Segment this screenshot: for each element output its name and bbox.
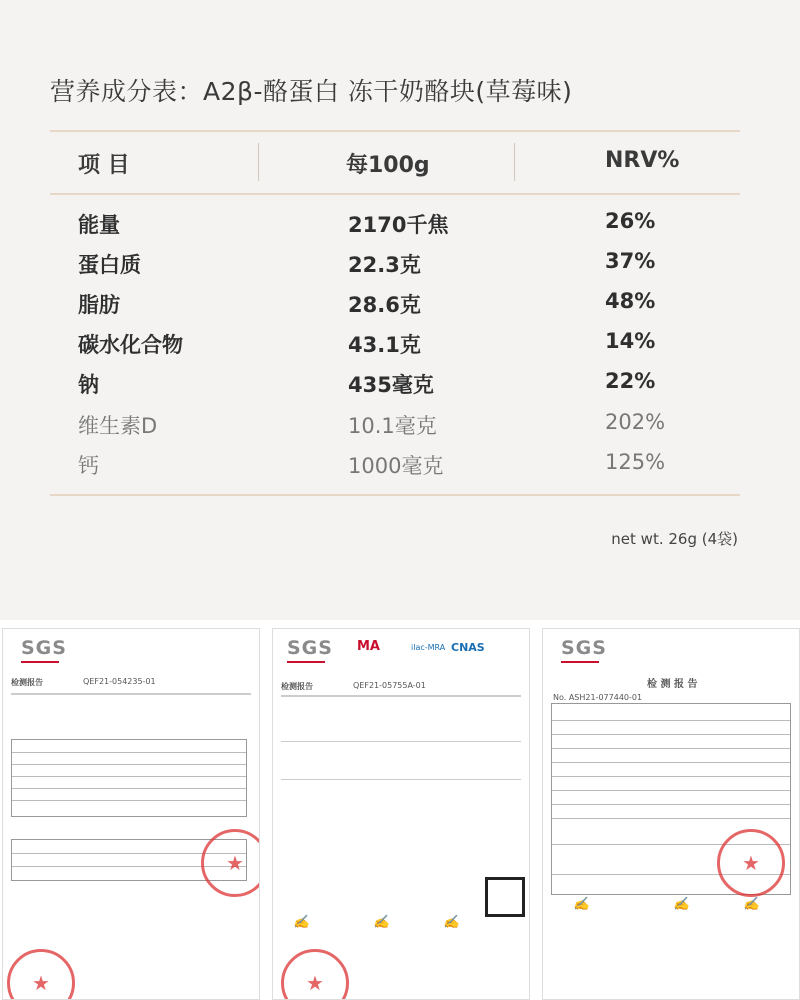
table-row (0, 410, 800, 450)
sgs-logo: SGS (21, 637, 67, 663)
nutrient-name: 钠 (78, 373, 99, 397)
red-seal-stamp: ★ (717, 829, 785, 897)
sgs-logo: SGS (561, 637, 607, 663)
ma-badge: MA (357, 639, 380, 654)
report-number: QEF21-05755A-01 (353, 681, 426, 690)
report-rule (11, 693, 251, 695)
nutrient-name: 维生素D (78, 414, 158, 438)
report-rule (281, 741, 521, 742)
page-title: 营养成分表：A2β-酪蛋白 冻干奶酪块(草莓味) (50, 77, 573, 106)
report-rule (281, 779, 521, 780)
table-row (0, 209, 800, 249)
cnas-badge: CNAS (451, 641, 485, 654)
test-reports-strip (0, 620, 800, 1000)
nutrient-nrv: 202% (605, 410, 666, 434)
nutrient-value: 1000毫克 (348, 454, 444, 478)
report-rule (281, 695, 521, 697)
nutrient-nrv: 26% (605, 209, 656, 233)
header-per100g: 每100g (346, 153, 430, 178)
sgs-logo: SGS (287, 637, 333, 663)
header-nrv: NRV% (605, 148, 680, 173)
nutrient-value: 28.6克 (348, 293, 421, 317)
red-seal-stamp: ★ (7, 949, 75, 1000)
nutrient-nrv: 125% (605, 450, 666, 474)
test-report-3 (542, 628, 800, 1000)
red-seal-stamp: ★ (201, 829, 260, 897)
nutrient-nrv: 14% (605, 329, 656, 353)
title-divider (50, 130, 740, 132)
nutrient-value: 435毫克 (348, 373, 434, 397)
nutrient-value: 43.1克 (348, 333, 421, 357)
red-seal-stamp: ★ (281, 949, 349, 1000)
table-row (0, 369, 800, 409)
ilac-badge: ilac-MRA (411, 643, 446, 652)
header-item: 项 目 (78, 153, 130, 178)
report-table (11, 739, 247, 817)
nutrient-nrv: 48% (605, 289, 656, 313)
report-heading: 检测报告 (281, 682, 313, 691)
header-divider (50, 193, 740, 195)
report-number: No. ASH21-077440-01 (553, 693, 643, 702)
table-bottom-divider (50, 494, 740, 496)
header-separator (514, 143, 515, 181)
nutrient-value: 22.3克 (348, 253, 421, 277)
nutrient-name: 钙 (78, 454, 99, 478)
signature: ✍ (373, 915, 390, 930)
report-number: QEF21-054235-01 (83, 677, 156, 686)
table-row (0, 249, 800, 289)
nutrient-nrv: 37% (605, 249, 656, 273)
nutrient-name: 脂肪 (78, 293, 120, 317)
nutrient-value: 2170千焦 (348, 213, 449, 237)
nutrient-name: 能量 (78, 213, 120, 237)
nutrient-name: 蛋白质 (78, 253, 141, 277)
report-heading: 检 测 报 告 (647, 679, 698, 690)
table-row (0, 289, 800, 329)
qr-code (485, 877, 525, 917)
table-row (0, 450, 800, 490)
net-weight: net wt. 26g (4袋) (611, 530, 738, 548)
test-report-1 (2, 628, 260, 1000)
signature: ✍ (673, 897, 690, 912)
signature: ✍ (573, 897, 590, 912)
test-report-2 (272, 628, 530, 1000)
report-heading: 检测报告 (11, 678, 43, 687)
signature: ✍ (443, 915, 460, 930)
nutrient-name: 碳水化合物 (78, 333, 183, 357)
nutrient-nrv: 22% (605, 369, 656, 393)
nutrient-value: 10.1毫克 (348, 414, 437, 438)
signature: ✍ (743, 897, 760, 912)
header-separator (258, 143, 259, 181)
table-row (0, 329, 800, 369)
signature: ✍ (293, 915, 310, 930)
